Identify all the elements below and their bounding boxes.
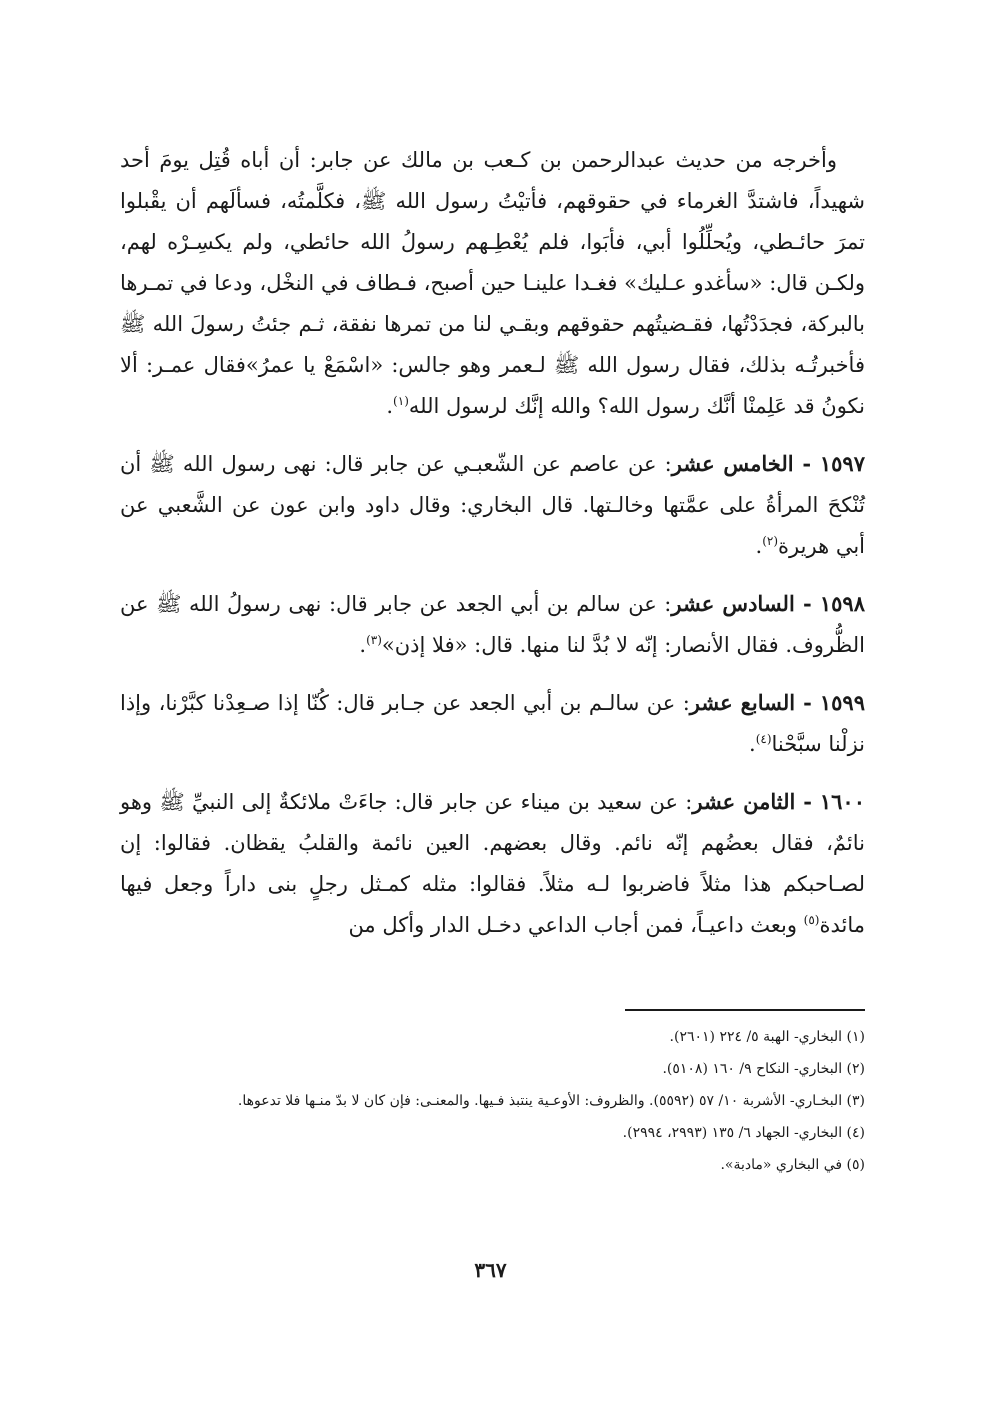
hadith-title: السادس عشر [671,591,795,616]
hadith-number: ١٦٠٠ [819,789,865,814]
footnote-divider [625,1009,865,1011]
page-number: ٣٦٧ [474,1258,507,1282]
footnote-ref: (٢) [762,534,779,548]
hadith-number: ١٥٩٧ [819,451,865,476]
hadith-title: الثامن عشر [692,789,796,814]
footnote-1: (١) البخاري- الهبة ٥/ ٢٢٤ (٢٦٠١). [669,1029,865,1045]
hadith-body: عن سالـم بن أبي الجعد عن جـابر قال: كُنّا إذا صـعِدْنا كبَّرْنا، وإذا نزلْنا سبَّحْنا [120,691,865,756]
footnote-2: (٢) البخاري- النكاح ٩/ ١٦٠ (٥١٠٨). [662,1061,865,1077]
footnote-4: (٤) البخاري- الجهاد ٦/ ١٣٥ (٢٩٩٣، ٢٩٩٤). [622,1125,865,1141]
hadith-1597: ١٥٩٧ - الخامس عشر: عن عاصم عن الشّعبـي عن جابر قال: نهى رسول الله ﷺ أن تُنْكحَ المرأةُ على عمَّتها وخالـتها. قال البخاري: وقال داود وابن عون عن الشَّعبي عن أبي هريرة$^{(٢)}$. [120,451,865,558]
hadith-title: السابع عشر [689,690,796,715]
hadith-number: ١٥٩٩ [819,690,865,715]
hadith-1599: ١٥٩٩ - السابع عشر: عن سالـم بن أبي الجعد عن جـابر قال: كُنّا إذا صـعِدْنا كبَّرْنا، وإذا نزلْنا سبَّحْنا$^{(٤)}$. [120,690,865,756]
hadith-body-tail: وبعث داعيـاً، فمن أجاب الداعي دخـل الدار وأكل من [348,913,804,937]
hadith-title: الخامس عشر [671,451,794,476]
footnote-ref: (٤) [755,732,772,746]
hadith-1600: ١٦٠٠ - الثامن عشر: عن سعيد بن ميناء عن جابر قال: جاءَتْ ملائكةٌ إلى النبيِّ ﷺ وهو نائمٌ، فقال بعضُهم إنّه نائم. وقال بعضهم. العين نائمة والقلبُ يقظان. فقالوا: إن لصـاحبكم هذا مثلاً فاضربوا لـه مثلاً. فقالوا: مثله كمـثل رجلٍ بنى داراً وجعل فيها مائدة$^{(٥)}$ وبعث داعيـاً، فمن أجاب الداعي دخـل الدار وأكل من [120,789,865,937]
hadith-body: عن سعيد بن ميناء عن جابر قال: جاءَتْ ملائكةٌ إلى النبيِّ ﷺ وهو نائمٌ، فقال بعضُهم إنّه نائم. وقال بعضهم. العين نائمة والقلبُ يقظان. فقالوا: إن لصـاحبكم هذا مثلاً فاضربوا لـه مثلاً. فقالوا: مثله كمـثل رجلٍ بنى داراً وجعل فيها مائدة [120,790,865,937]
intro-paragraph: وأخرجه من حديث عبدالرحمن بن كـعب بن مالك عن جابر: أن أباه قُتِل يومَ أحد شهيداً، فاشتدَّ الغرماء في حقوقهم، فأتيْتُ رسول الله ﷺ، فكلَّمتُه، فسألَهم أن يقْبلوا تمرَ حائـطي، ويُحلِّلُوا أبي، فأبَوا، فلم يُعْطِـهم رسولُ الله حائطي، ولم يكسِـرْه لهم، ولكـن قال: «سأغدو عـليك» فغـدا علينـا حين أصبح، فـطاف في النخْل، ودعا في تمـرها بالبركة، فجدَدْتُها، فقـضيتُهم حقوقهم وبقـي لنا من تمرها نفقة، ثـم جئتُ رسولَ الله ﷺ فأخبرتُـه بذلك، فقال رسول الله ﷺ لـعمر وهو جالس: «اسْمَعْ يا عمرُ»فقال عمـر: ألا نكونُ قد عَلِمنْا أنَّك رسول الله؟ والله إنَّك لرسول الله$^{(١)}$. [120,148,865,418]
hadith-1598: ١٥٩٨ - السادس عشر: عن سالم بن أبي الجعد عن جابر قال: نهى رسولُ الله ﷺ عن الظُّروف. فقال الأنصار: إنّه لا بُدَّ لنا منها. قال: «فلا إذن»$^{(٣)}$. [120,591,865,657]
hadith-body: عن سالم بن أبي الجعد عن جابر قال: نهى رسولُ الله ﷺ عن الظُّروف. فقال الأنصار: إنّه لا بُدَّ لنا منها. قال: «فلا إذن» [120,592,865,657]
intro-text: وأخرجه من حديث عبدالرحمن بن كـعب بن مالك عن جابر: أن أباه قُتِل يومَ أحد شهيداً، فاشتدَّ الغرماء في حقوقهم، فأتيْتُ رسول الله ﷺ، فكلَّمتُه، فسألَهم أن يقْبلوا تمرَ حائـطي، ويُحلِّلُوا أبي، فأبَوا، فلم يُعْطِـهم رسولُ الله حائطي، ولم يكسِـرْه لهم، ولكـن قال: «سأغدو عـليك» فغـدا علينـا حين أصبح، فـطاف في النخْل، ودعا في تمـرها بالبركة، فجدَدْتُها، فقـضيتُهم حقوقهم وبقـي لنا من تمرها نفقة، ثـم جئتُ رسولَ الله ﷺ فأخبرتُـه بذلك، فقال رسول الله ﷺ لـعمر وهو جالس: «اسْمَعْ يا عمرُ»فقال عمـر: ألا نكونُ قد عَلِمنْا أنَّك رسول الله؟ والله إنَّك لرسول الله [120,148,865,418]
footnote-ref: (٣) [366,633,382,647]
hadith-body: عن عاصم عن الشّعبـي عن جابر قال: نهى رسول الله ﷺ أن تُنْكحَ المرأةُ على عمَّتها وخالـتها. قال البخاري: وقال داود وابن عون عن الشَّعبي عن أبي هريرة [120,452,865,558]
hadith-number: ١٥٩٨ [819,591,865,616]
footnote-3: (٣) البخـاري- الأشربة ١٠/ ٥٧ (٥٥٩٢). والظروف: الأوعـية ينتبذ فـيها. والمعنـى: فإن كان لا بدّ منـها فلا تدعوها. [237,1093,865,1109]
main-text [120,140,865,962]
footnote-ref: (١) [393,394,409,408]
footnotes [120,1020,865,1182]
footnote-5: (٥) في البخاري «مادبة». [720,1157,865,1173]
footnote-ref: (٥) [803,913,820,927]
